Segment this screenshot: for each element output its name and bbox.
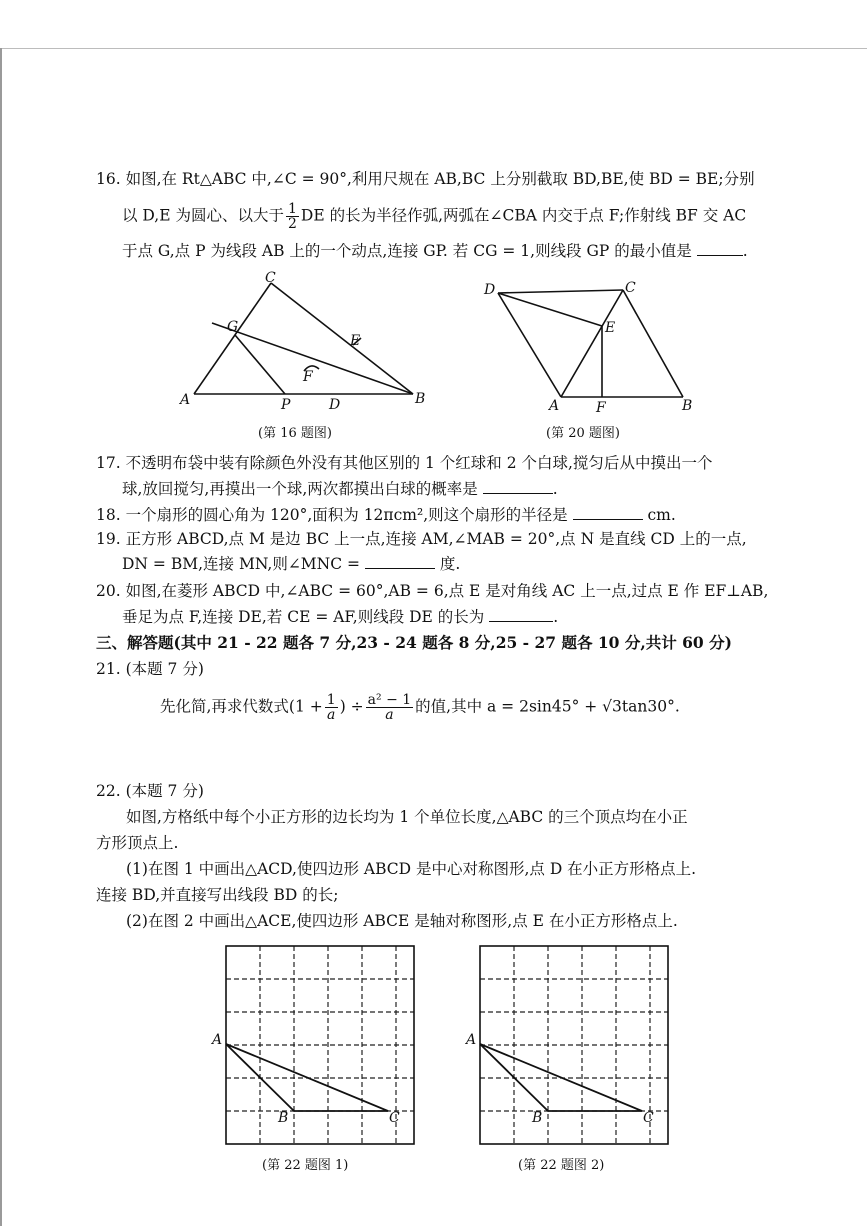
q21-text-c: 的值,其中 a = 2sin45° + √3tan30°. <box>415 697 680 716</box>
fig20-label-b: B <box>682 398 693 414</box>
fig20-label-d: D <box>484 282 496 298</box>
fig16-segment-gp <box>235 335 285 394</box>
q16-frac-num: 1 <box>287 201 297 217</box>
q20-line2-text: 垂足为点 F,连接 DE,若 CE = AF,则线段 DE 的长为 <box>122 608 485 626</box>
grid1-caption: (第 22 题图 1) <box>262 1158 349 1173</box>
q21-expression <box>160 693 680 722</box>
q21-text-b: ) ÷ <box>339 697 364 716</box>
q19-line1: 19. 正方形 ABCD,点 M 是边 BC 上一点,连接 AM,∠MAB = 20°,点 N 是直线 CD 上的一点, <box>96 530 747 548</box>
section3-heading: 三、解答题(其中 21 - 22 题各 7 分,23 - 24 题各 8 分,25 - 27 题各 10 分,共计 60 分) <box>96 633 732 652</box>
q21-frac2-den: a <box>385 707 394 723</box>
q16-line1: 16. 如图,在 Rt△ABC 中,∠C = 90°,利用尺规在 AB,BC 上分别截取 BD,BE,使 BD = BE;分别 <box>96 170 755 188</box>
q21-fraction-1 <box>325 693 338 722</box>
grid2-label-c: C <box>643 1110 654 1126</box>
q16-line3-text: 于点 G,点 P 为线段 AB 上的一个动点,连接 GP. 若 CG = 1,则线段 GP 的最小值是 <box>122 242 692 260</box>
q19-line2 <box>122 553 460 575</box>
fig20-label-f: F <box>596 400 606 416</box>
q16-answer-blank[interactable] <box>697 241 743 256</box>
q19-answer-blank[interactable] <box>365 554 435 569</box>
q19-line2-a: DN = BM,连接 MN,则∠MNC = <box>122 555 361 573</box>
q22-line1: 如图,方格纸中每个小正方形的边长均为 1 个单位长度,△ABC 的三个顶点均在小正 <box>126 808 688 826</box>
q21-frac2-num: a² − 1 <box>367 692 412 708</box>
grid1-label-c: C <box>389 1110 400 1126</box>
fig16-label-a: A <box>180 392 191 408</box>
fig16-label-b: B <box>415 391 426 407</box>
q21-frac1-den: a <box>327 707 336 723</box>
fig20-side-da <box>498 293 561 397</box>
fig20-segment-de <box>498 293 602 326</box>
grid-figure-2 <box>462 940 682 1150</box>
q22-line2: 方形顶点上. <box>96 834 179 852</box>
fig20-label-a: A <box>549 398 560 414</box>
q20-line1: 20. 如图,在菱形 ABCD 中,∠ABC = 60°,AB = 6,点 E 是对角线 AC 上一点,过点 E 作 EF⊥AB, <box>96 582 769 600</box>
q22-line3: (1)在图 1 中画出△ACD,使四边形 ABCD 是中心对称图形,点 D 在小正方形格点上. <box>126 860 697 878</box>
grid2-caption: (第 22 题图 2) <box>518 1158 605 1173</box>
q16-line3 <box>122 240 748 262</box>
page-top-border <box>0 48 867 49</box>
fig20-side-dc <box>498 290 623 293</box>
figure-20 <box>476 274 706 420</box>
q17-line2-text: 球,放回搅匀,再摸出一个球,两次都摸出白球的概率是 <box>122 480 478 498</box>
fig16-segment-cb <box>271 283 413 394</box>
q22-line5: (2)在图 2 中画出△ACE,使四边形 ABCE 是轴对称图形,点 E 在小正方形格点上. <box>126 912 678 930</box>
q20-line2 <box>122 606 558 628</box>
figure-16 <box>170 268 440 414</box>
q20-answer-blank[interactable] <box>489 607 553 622</box>
q18-text-b: cm. <box>647 506 676 524</box>
q16-fraction <box>286 202 299 231</box>
fig16-segment-ac <box>194 283 271 394</box>
grid-figure-1 <box>208 940 428 1150</box>
q21-header: 21. (本题 7 分) <box>96 660 204 678</box>
fig16-caption: (第 16 题图) <box>258 426 332 441</box>
q21-frac1-num: 1 <box>326 692 336 708</box>
q22-header: 22. (本题 7 分) <box>96 782 204 800</box>
q19-line2-b: 度. <box>439 555 461 573</box>
q17-answer-blank[interactable] <box>483 479 553 494</box>
q21-text-a: 先化简,再求代数式(1 + <box>160 697 323 716</box>
q18-answer-blank[interactable] <box>573 505 643 520</box>
fig20-label-e: E <box>605 320 616 336</box>
fig16-label-e: E <box>350 333 361 349</box>
fig16-label-f: F <box>303 369 313 385</box>
fig20-label-c: C <box>625 280 636 296</box>
fig20-diagonal-ac <box>561 290 623 397</box>
q18-text-a: 18. 一个扇形的圆心角为 120°,面积为 12πcm²,则这个扇形的半径是 <box>96 506 568 524</box>
q18-line <box>96 504 676 526</box>
q21-fraction-2 <box>366 693 414 722</box>
q17-line1: 17. 不透明布袋中装有除颜色外没有其他区别的 1 个红球和 2 个白球,搅匀后从中摸出一个 <box>96 454 713 472</box>
q16-frac-den: 2 <box>287 216 297 232</box>
fig20-side-cb <box>623 290 683 397</box>
fig20-caption: (第 20 题图) <box>546 426 620 441</box>
q16-line2-a: 以 D,E 为圆心、以大于 <box>122 206 284 225</box>
q16-line3-end: . <box>742 242 748 260</box>
grid1-label-a: A <box>212 1032 223 1048</box>
q22-line4: 连接 BD,并直接写出线段 BD 的长; <box>96 886 339 904</box>
page-left-border <box>0 48 2 1226</box>
fig16-label-d: D <box>329 397 341 413</box>
fig16-label-c: C <box>265 270 276 286</box>
grid2-label-a: A <box>466 1032 477 1048</box>
q17-line2 <box>122 478 558 500</box>
fig16-label-p: P <box>281 397 291 413</box>
q16-line2-b: DE 的长为半径作弧,两弧在∠CBA 内交于点 F;作射线 BF 交 AC <box>300 206 747 225</box>
q17-line2-end: . <box>552 480 558 498</box>
q20-line2-end: . <box>553 608 559 626</box>
fig16-label-g: G <box>227 319 239 335</box>
grid1-label-b: B <box>278 1110 289 1126</box>
grid2-label-b: B <box>532 1110 543 1126</box>
q16-line2 <box>122 202 746 231</box>
